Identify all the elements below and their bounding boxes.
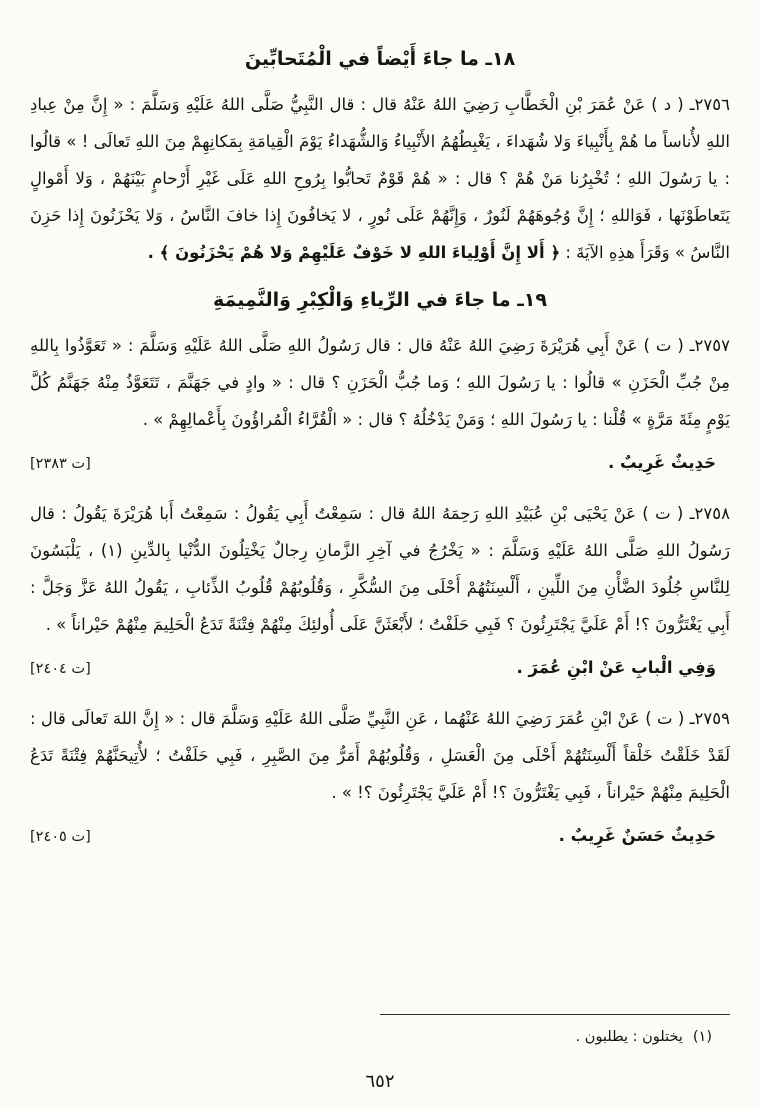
footnote-marker: (١) [692,1029,712,1045]
footnote-divider [380,1014,730,1015]
hadith-2756-text: ٢٧٥٦ـ ( د ) عَنْ عُمَرَ بْنِ الْخَطَّابِ رَضِيَ اللهُ عَنْهُ قال : قال النَّبِيُّ صَلَّى اللهُ عَلَيْهِ وَسَلَّمَ : « إِنَّ مِنْ عِبادِ اللهِ لأُناساً ما هُمْ بِأَنْبِياءَ وَلا شُهَداءَ ، يَغْبِطُهُمُ الأَنْبِياءُ وَالشُّهَداءُ يَوْمَ الْقِيامَةِ بِمَكانِهِمْ مِنَ اللهِ تَعالَى ! » قالُوا : يا رَسُولَ اللهِ ؛ تُخْبِرُنا مَنْ هُمْ ؟ قال : « هُمْ قَوْمٌ تَحابُّوا بِرُوحِ اللهِ عَلَى غَيْرِ أَرْحامٍ بَيْنَهُمْ ، وَلا أَمْوالٍ يَتَعاطَوْنَها ، فَوَاللهِ ؛ إِنَّ وُجُوهَهُمْ لَنُورٌ ، وَإِنَّهُمْ عَلَى نُورٍ ، لا يَخافُونَ إِذا خافَ النَّاسُ ، وَلا يَحْزَنُونَ إِذا حَزِنَ النَّاسُ » وَقَرَأَ هذِهِ الآيَةَ : [30,95,730,262]
hadith-grade-2759: حَدِيثٌ حَسَنٌ غَرِيبٌ . [558,826,716,845]
footnote-area [30,1014,730,1049]
page-content [30,30,730,868]
hadith-note-2758: وَفِي الْبابِ عَنْ ابْنِ عُمَرَ . [516,658,716,677]
hadith-2757: ٢٧٥٧ـ ( ت ) عَنْ أَبِي هُرَيْرَةَ رَضِيَ اللهُ عَنْهُ قال : قال رَسُولُ اللهِ صَلَّى اللهُ عَلَيْهِ وَسَلَّمَ : « تَعَوَّذُوا بِاللهِ مِنْ جُبِّ الْحَزَنِ » قالُوا : يا رَسُولَ اللهِ ؛ وَما جُبُّ الْحَزَنِ ؟ قال : « وادٍ في جَهَنَّمَ ، تَتَعَوَّذُ مِنْهُ جَهَنَّمُ كُلَّ يَوْمٍ مِئَةَ مَرَّةٍ » قُلْنا : يا رَسُولَ اللهِ ؛ وَمَنْ يَدْخُلُهُ ؟ قال : « الْقُرَّاءُ الْمُراؤُونَ بِأَعْمالِهِمْ » . [30,336,730,429]
quran-verse: ﴿ أَلا إِنَّ أَوْلِياءَ اللهِ لا خَوْفٌ عَلَيْهِمْ وَلا هُمْ يَحْزَنُونَ ﴾ . [147,243,561,262]
section-heading-19: ١٩ـ ما جاءَ في الرِّياءِ وَالْكِبْرِ وَالنَّمِيمَةِ [213,289,547,311]
page-number: ٦٥٢ [365,1071,395,1092]
section-heading-18: ١٨ـ ما جاءَ أَيْضاً في الْمُتَحابِّينَ [244,48,516,70]
footnote [30,1025,730,1049]
hadith-grade-2757: حَدِيثٌ غَرِيبٌ . [607,453,716,472]
hadith-2756 [30,86,730,271]
hadith-ref-2758: [ت ٢٤٠٤] [30,661,91,677]
grade-line-2758 [30,653,730,684]
grade-line-2759 [30,821,730,852]
hadith-ref-2759: [ت ٢٤٠٥] [30,829,91,845]
footnote-text: يختلون : يطلبون . [575,1029,683,1045]
hadith-2758: ٢٧٥٨ـ ( ت ) عَنْ يَحْيَى بْنِ عُبَيْدِ اللهِ رَحِمَهُ اللهُ قال : سَمِعْتُ أَبِي يَقُولُ : سَمِعْتُ أَبا هُرَيْرَةَ يَقُولُ : قال رَسُولُ اللهِ صَلَّى اللهُ عَلَيْهِ وَسَلَّمَ : « يَخْرُجُ في آخِرِ الزَّمانِ رِجالٌ يَخْتِلُونَ الدُّنْيا بِالدِّينِ (١) ، يَلْبَسُونَ لِلنَّاسِ جُلُودَ الضَّأْنِ مِنَ اللِّينِ ، أَلْسِنَتُهُمْ أَحْلَى مِنَ السُّكَّرِ ، وَقُلُوبُهُمْ قُلُوبُ الذِّئابِ ، يَقُولُ اللهُ عَزَّ وَجَلَّ : أَبِي يَغْتَرُّونَ ؟! أَمْ عَلَيَّ يَجْتَرِئُونَ ؟ فَبِي حَلَفْتُ ؛ لأَبْعَثَنَّ عَلَى أُولئِكَ مِنْهُمْ فِتْنَةً تَدَعُ الْحَلِيمَ مِنْهُمْ حَيْراناً » . [30,504,730,634]
grade-line-2757 [30,448,730,479]
hadith-ref-2757: [ت ٢٣٨٣] [30,456,91,472]
hadith-2759: ٢٧٥٩ـ ( ت ) عَنْ ابْنِ عُمَرَ رَضِيَ اللهُ عَنْهُما ، عَنِ النَّبِيِّ صَلَّى اللهُ عَلَيْهِ وَسَلَّمَ قال : « إِنَّ اللهَ تَعالَى قال : لَقَدْ خَلَقْتُ خَلْقاً أَلْسِنَتُهُمْ أَحْلَى مِنَ الْعَسَلِ ، وَقُلُوبُهُمْ أَمَرُّ مِنَ الصَّبِرِ ، فَبِي حَلَفْتُ ؛ لأُتِيحَنَّهُمْ فِتْنَةً تَدَعُ الْحَلِيمَ مِنْهُمْ حَيْراناً ، فَبِي يَغْتَرُّونَ ؟! أَمْ عَلَيَّ يَجْتَرِئُونَ ؟! » . [30,709,730,802]
